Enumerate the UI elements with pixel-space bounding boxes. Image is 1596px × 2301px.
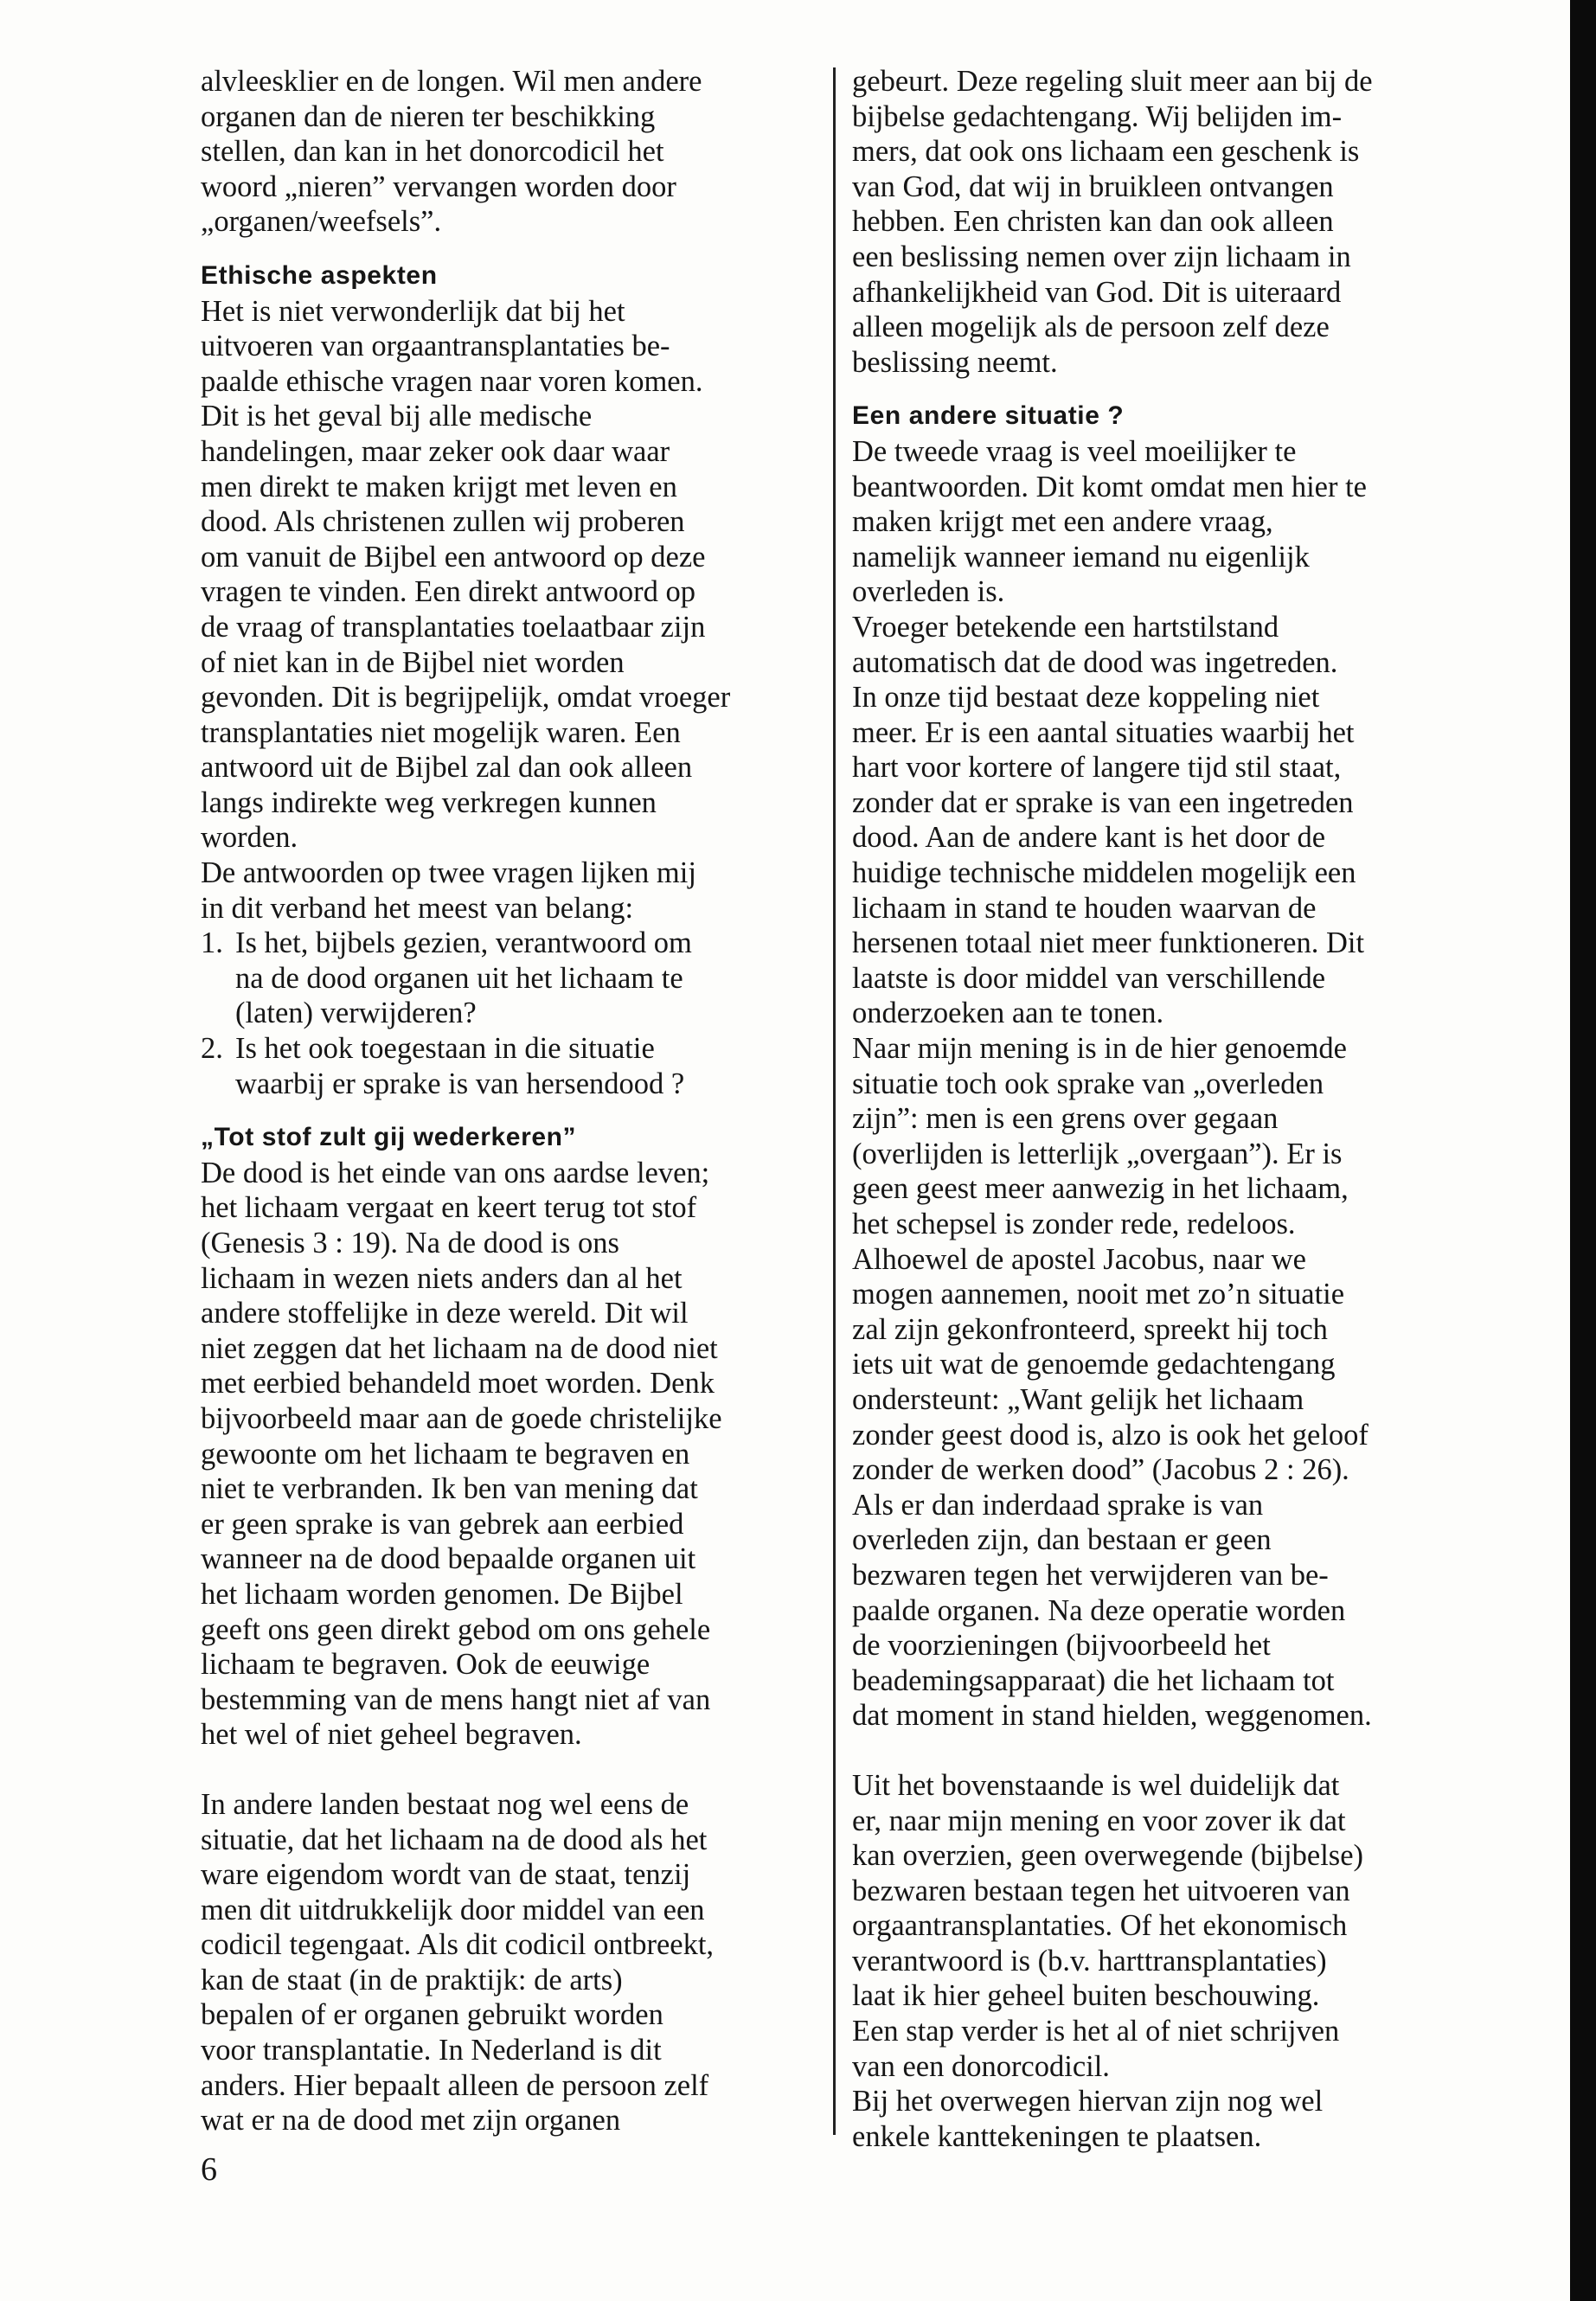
text-line: lichaam in stand te houden waarvan de: [852, 891, 1317, 925]
text-line: De antwoorden op twee vragen lijken mij: [201, 856, 696, 890]
text-line: De dood is het einde van ons aardse leven;: [201, 1156, 710, 1189]
text-line: uitvoeren van orgaantransplantaties be-: [201, 330, 670, 363]
text-line: met eerbied behandeld moet worden. Denk: [201, 1367, 715, 1400]
text-line: overleden zijn, dan bestaan er geen: [852, 1523, 1272, 1557]
text-line: organen dan de nieren ter beschikking: [201, 99, 656, 133]
text-line: bezwaren tegen het verwijderen van be-: [852, 1558, 1329, 1592]
text-line: meer. Er is een aantal situaties waarbij het: [852, 715, 1355, 749]
text-line: situatie, dat het lichaam na de dood als het: [201, 1823, 708, 1856]
text-line: beantwoorden. Dit komt omdat men hier te: [852, 470, 1367, 503]
text-line: zijn”: men is een grens over gegaan: [852, 1102, 1279, 1136]
right-column: [852, 64, 1475, 2154]
text-line: gevonden. Dit is begrijpelijk, omdat vroeger: [201, 681, 731, 715]
text-line: laatste is door middel van verschillende: [852, 961, 1326, 995]
ethics-paragraph: [201, 294, 820, 926]
text-line: huidige technische middelen mogelijk een: [852, 856, 1356, 890]
text-line: zal zijn gekonfronteerd, spreekt hij toch: [852, 1312, 1328, 1346]
text-line: afhankelijkheid van God. Dit is uiteraard: [852, 275, 1342, 309]
text-line: hebben. Een christen kan dan ook alleen: [852, 205, 1334, 239]
text-line: stellen, dan kan in het donorcodicil het: [201, 135, 664, 169]
text-line: niet te verbranden. Ik ben van mening dat: [201, 1472, 698, 1506]
text-line: bijbelse gedachtengang. Wij belijden im-: [852, 99, 1343, 133]
text-line: of niet kan in de Bijbel niet worden: [201, 645, 625, 679]
text-line: Uit het bovenstaande is wel duidelijk dat: [852, 1768, 1340, 1802]
page-number: 6: [201, 2151, 217, 2188]
text-line: ondersteunt: „Want gelijk het lichaam: [852, 1382, 1304, 1416]
text-line: (Genesis 3 : 19). Na de dood is ons: [201, 1227, 619, 1259]
text-line: Een stap verder is het al of niet schrijven: [852, 2015, 1340, 2048]
text-line: het schepsel is zonder rede, redeloos.: [852, 1208, 1296, 1240]
text-line: dood. Aan de andere kant is het door de: [852, 821, 1326, 855]
text-line: er, naar mijn mening en voor zover ik dat: [852, 1804, 1346, 1837]
text-line: men direkt te maken krijgt met leven en: [201, 470, 677, 503]
text-line: van God, dat wij in bruikleen ontvangen: [852, 170, 1334, 203]
conclusion-paragraph: [852, 1768, 1475, 2155]
text-line: beademingsapparaat) die het lichaam tot: [852, 1663, 1335, 1697]
text-line: dood. Als christenen zullen wij proberen: [201, 505, 685, 539]
text-line: lichaam te begraven. Ook de eeuwige: [201, 1648, 651, 1682]
text-line: het lichaam vergaat en keert terug tot stof: [201, 1191, 697, 1225]
list-text: [235, 1031, 684, 1101]
text-line: Is het, bijbels gezien, verantwoord om: [235, 926, 692, 960]
text-line: men dit uitdrukkelijk door middel van een: [201, 1893, 705, 1926]
text-line: gewoonte om het lichaam te begraven en: [201, 1437, 690, 1471]
text-line: overleden is.: [852, 575, 1005, 609]
text-line: geen geest meer aanwezig in het lichaam,: [852, 1172, 1349, 1206]
text-line: Naar mijn mening is in de hier genoemde: [852, 1032, 1347, 1066]
state-property-paragraph: [201, 1787, 820, 2138]
text-line: verantwoord is (b.v. harttransplantaties): [852, 1944, 1327, 1977]
text-line: paalde organen. Na deze operatie worden: [852, 1593, 1346, 1627]
text-line: namelijk wanneer iemand nu eigenlijk: [852, 540, 1310, 574]
text-line: om vanuit de Bijbel een antwoord op deze: [201, 540, 706, 574]
text-line: (overlijden is letterlijk „overgaan”). Er is: [852, 1137, 1343, 1170]
list-item-question-2: [201, 1031, 820, 1101]
list-number: 1.: [201, 926, 223, 960]
text-line: Vroeger betekende een hartstilstand: [852, 610, 1279, 644]
text-line: mogen aannemen, nooit met zo’n situatie: [852, 1278, 1345, 1311]
left-column: [201, 64, 820, 2138]
text-line: van een donorcodicil.: [852, 2049, 1110, 2083]
list-item-question-1: [201, 926, 820, 1031]
text-line: Bij het overwegen hiervan zijn nog wel: [852, 2085, 1324, 2118]
text-line: worden.: [201, 821, 298, 855]
text-line: iets uit wat de genoemde gedachtengang: [852, 1348, 1336, 1381]
text-line: de vraag of transplantaties toelaatbaar zijn: [201, 610, 706, 644]
dust-paragraph: [201, 1156, 820, 1753]
text-line: alleen mogelijk als de persoon zelf deze: [852, 311, 1330, 344]
text-line: „organen/weefsels”.: [201, 205, 442, 239]
text-line: het lichaam worden genomen. De Bijbel: [201, 1577, 683, 1611]
text-line: voor transplantatie. In Nederland is dit: [201, 2034, 662, 2067]
text-line: Als er dan inderdaad sprake is van: [852, 1488, 1264, 1522]
text-line: wanneer na de dood bepaalde organen uit: [201, 1542, 696, 1576]
text-line: na de dood organen uit het lichaam te: [235, 961, 683, 995]
question-list: [201, 926, 820, 1101]
text-line: laat ik hier geheel buiten beschouwing.: [852, 1979, 1320, 2013]
text-line: antwoord uit de Bijbel zal dan ook alleen: [201, 751, 693, 785]
text-line: mers, dat ook ons lichaam een geschenk is: [852, 135, 1360, 169]
text-line: Alhoewel de apostel Jacobus, naar we: [852, 1242, 1306, 1276]
situation-paragraph: [852, 434, 1475, 1734]
text-line: dat moment in stand hielden, weggenomen.: [852, 1699, 1372, 1733]
text-line: beslissing neemt.: [852, 345, 1058, 379]
text-line: langs indirekte weg verkregen kunnen: [201, 785, 657, 819]
column-divider: [833, 67, 836, 2135]
section-heading-tot-stof: „Tot stof zult gij wederkeren”: [201, 1123, 577, 1152]
text-line: ware eigendom wordt van de staat, tenzij: [201, 1858, 691, 1892]
text-line: maken krijgt met een andere vraag,: [852, 505, 1273, 539]
text-line: Het is niet verwonderlijk dat bij het: [201, 294, 625, 328]
text-line: wat er na de dood met zijn organen: [201, 2104, 621, 2138]
text-line: In onze tijd bestaat deze koppeling niet: [852, 681, 1320, 715]
text-line: bezwaren bestaan tegen het uitvoeren van: [852, 1874, 1350, 1907]
continued-paragraph: [852, 64, 1475, 380]
text-line: in dit verband het meest van belang:: [201, 891, 634, 925]
text-line: kan de staat (in de praktijk: de arts): [201, 1963, 623, 1997]
text-line: In andere landen bestaat nog wel eens de: [201, 1787, 689, 1821]
text-line: woord „nieren” vervangen worden door: [201, 170, 676, 203]
text-line: niet zeggen dat het lichaam na de dood niet: [201, 1331, 718, 1365]
text-line: situatie toch ook sprake van „overleden: [852, 1067, 1324, 1100]
text-line: bepalen of er organen gebruikt worden: [201, 1998, 663, 2032]
text-line: gebeurt. Deze regeling sluit meer aan bij de: [852, 65, 1373, 98]
text-line: vragen te vinden. Een direkt antwoord op: [201, 575, 695, 609]
text-line: transplantaties niet mogelijk waren. Een: [201, 715, 681, 749]
text-line: kan overzien, geen overwegende (bijbelse): [852, 1839, 1364, 1873]
text-line: er geen sprake is van gebrek aan eerbied: [201, 1507, 684, 1541]
text-line: Dit is het geval bij alle medische: [201, 400, 593, 433]
text-line: De tweede vraag is veel moeilijker te: [852, 434, 1297, 468]
text-line: zonder dat er sprake is van een ingetreden: [852, 785, 1354, 819]
text-line: handelingen, maar zeker ook daar waar: [201, 434, 670, 468]
text-line: paalde ethische vragen naar voren komen.: [201, 364, 703, 398]
list-number: 2.: [201, 1032, 223, 1066]
list-text: [235, 926, 692, 1031]
scan-edge-bar: [1570, 0, 1596, 2301]
text-line: lichaam in wezen niets anders dan al het: [201, 1261, 683, 1295]
text-line: het wel of niet geheel begraven.: [201, 1718, 582, 1752]
text-line: alvleesklier en de longen. Wil men andere: [201, 65, 702, 98]
text-line: bestemming van de mens hangt niet af van: [201, 1682, 711, 1716]
text-line: geeft ons geen direkt gebod om ons gehele: [201, 1612, 711, 1646]
text-line: een beslissing nemen over zijn lichaam in: [852, 240, 1351, 273]
text-line: orgaantransplantaties. Of het ekonomisch: [852, 1909, 1348, 1943]
text-line: andere stoffelijke in deze wereld. Dit wil: [201, 1297, 689, 1330]
text-line: zonder geest dood is, alzo is ook het geloof: [852, 1418, 1368, 1452]
text-line: onderzoeken aan te tonen.: [852, 997, 1164, 1030]
text-line: automatisch dat de dood was ingetreden.: [852, 645, 1338, 679]
text-line: zonder de werken dood” (Jacobus 2 : 26).: [852, 1453, 1349, 1487]
intro-paragraph: [201, 64, 820, 240]
text-line: codicil tegengaat. Als dit codicil ontbreekt,: [201, 1928, 715, 1962]
text-line: Is het ook toegestaan in die situatie: [235, 1032, 655, 1066]
text-line: waarbij er sprake is van hersendood ?: [235, 1067, 685, 1100]
section-heading-een-andere-situatie: Een andere situatie ?: [852, 401, 1125, 431]
section-heading-ethische-aspekten: Ethische aspekten: [201, 260, 438, 290]
text-line: (laten) verwijderen?: [235, 997, 477, 1030]
text-line: hart voor kortere of langere tijd stil staat,: [852, 751, 1342, 785]
text-line: bijvoorbeeld maar aan de goede christelijke: [201, 1401, 722, 1435]
text-line: anders. Hier bepaalt alleen de persoon zelf: [201, 2068, 709, 2102]
text-line: de voorzieningen (bijvoorbeeld het: [852, 1629, 1271, 1663]
text-line: hersenen totaal niet meer funktioneren. Dit: [852, 926, 1365, 960]
text-line: enkele kanttekeningen te plaatsen.: [852, 2119, 1262, 2153]
